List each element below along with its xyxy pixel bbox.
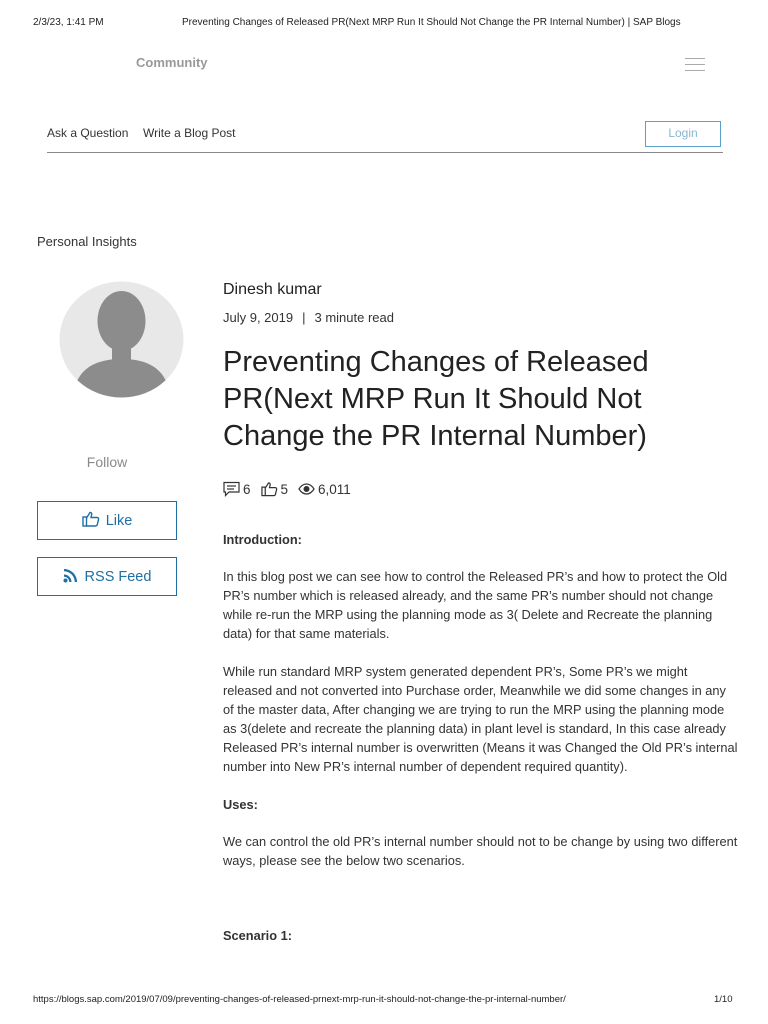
author-name[interactable]: Dinesh kumar <box>223 281 322 298</box>
print-date: 2/3/23, 1:41 PM <box>33 17 104 28</box>
comments-count: 6 <box>243 481 251 497</box>
user-avatar-icon[interactable] <box>59 281 184 398</box>
hamburger-menu-icon[interactable] <box>685 58 705 72</box>
intro-paragraph-1: In this blog post we can see how to control the Released PR’s and how to protect the Old PR’s number which is released already, and the same PR’s number should not change while re-run the MRP using the planning mode as 3( Delete and Recreate the planning data) for that same materials. <box>223 569 728 641</box>
comment-icon <box>223 481 240 497</box>
like-button[interactable] <box>37 501 177 540</box>
article-body <box>223 530 738 963</box>
introduction-heading: Introduction: <box>223 532 302 547</box>
intro-paragraph-2: While run standard MRP system generated dependent PR’s, Some PR’s we might released and not converted into Purchase order, Meanwhile we did some changes in any of the master data, After changing we are trying to run the MRP using the planning mode as 3(delete and recreate the planning data) in plant level is standard, In this case already Released PR’s internal number is overwritten (Means it was Changed the Old PR’s internal number into New PR’s internal number of dependent required quantity). <box>223 664 738 774</box>
read-time: 3 minute read <box>314 310 394 325</box>
views-stat <box>298 482 351 497</box>
thumbs-up-icon <box>82 511 100 531</box>
scenario-1-heading: Scenario 1: <box>223 928 292 943</box>
meta-separator: | <box>302 310 306 325</box>
likes-count: 5 <box>280 481 289 497</box>
uses-heading: Uses: <box>223 797 258 812</box>
like-label: Like <box>105 512 133 529</box>
rss-label: RSS Feed <box>84 568 152 585</box>
article-meta <box>223 310 394 325</box>
eye-icon <box>298 483 315 495</box>
rss-feed-button[interactable] <box>37 557 177 596</box>
publish-date: July 9, 2019 <box>223 310 294 325</box>
comments-stat[interactable] <box>223 481 251 497</box>
article-title: Preventing Changes of Released PR(Next MRP Run It Should Not Change the PR Internal Number) <box>223 346 649 452</box>
nav-write-blog-post[interactable]: Write a Blog Post <box>143 126 236 140</box>
follow-button[interactable]: Follow <box>86 454 128 470</box>
print-page-title: Preventing Changes of Released PR(Next MRP Run It Should Not Change the PR Internal Number) | SAP Blogs <box>182 17 681 28</box>
views-count: 6,011 <box>318 481 351 497</box>
login-button[interactable]: Login <box>645 121 721 147</box>
nav-divider <box>47 152 723 153</box>
print-page-number: 1/10 <box>714 994 733 1005</box>
personal-insights-title: Personal Insights <box>37 234 137 249</box>
print-url: https://blogs.sap.com/2019/07/09/preventing-changes-of-released-prnext-mrp-run-it-should-not-change-the-pr-internal-number/ <box>33 994 566 1005</box>
uses-paragraph: We can control the old PR’s internal number should not to be change by using two different ways, please see the below two scenarios. <box>223 834 738 868</box>
brand-community[interactable]: Community <box>136 55 208 70</box>
nav-ask-question[interactable]: Ask a Question <box>47 126 129 140</box>
thumbs-up-icon <box>261 481 278 497</box>
likes-stat[interactable] <box>261 481 289 497</box>
rss-icon <box>63 567 79 587</box>
article-stats <box>223 481 361 497</box>
